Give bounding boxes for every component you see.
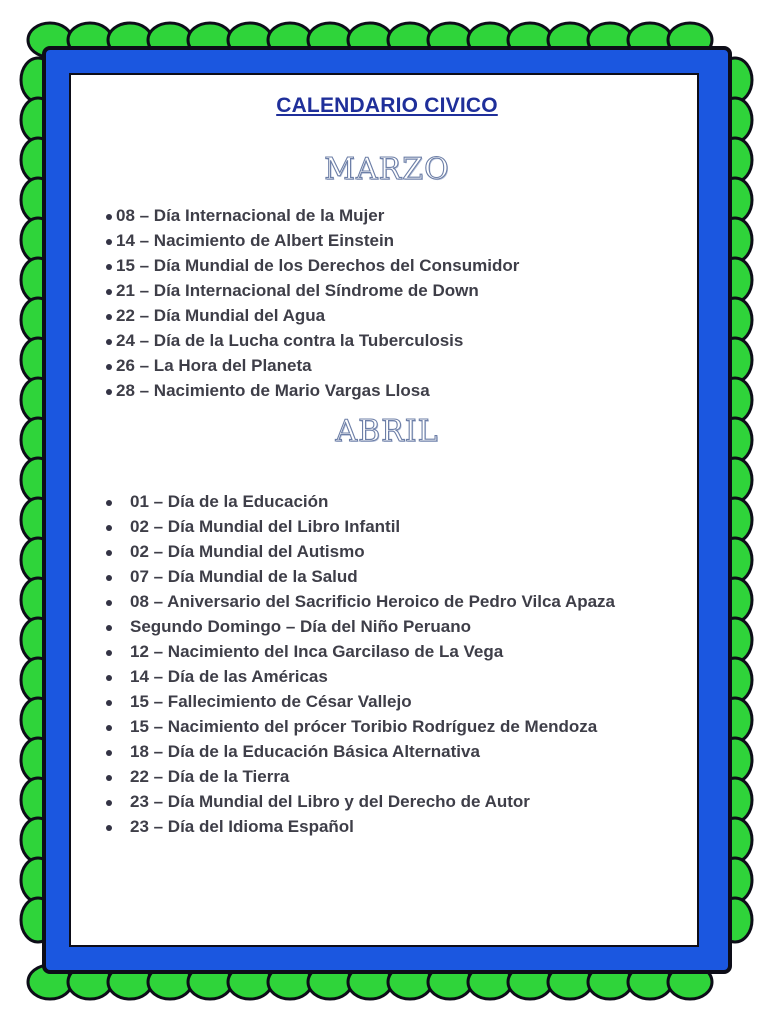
list-item-text: 22 – Día Mundial del Agua (116, 306, 326, 325)
list-item-text: 28 – Nacimiento de Mario Vargas Llosa (116, 381, 430, 400)
bullet-icon (106, 264, 112, 270)
bullet-icon (106, 650, 112, 656)
list-item (104, 589, 615, 614)
list-item (104, 639, 615, 664)
list-item-text: 24 – Día de la Lucha contra la Tuberculosis (116, 331, 464, 350)
calendar-document (78, 80, 696, 940)
month-heading-abril: ABRIL (335, 414, 439, 449)
list-item-text: 23 – Día Mundial del Libro y del Derecho de Autor (130, 792, 530, 811)
list-item-text: 07 – Día Mundial de la Salud (130, 567, 358, 586)
list-item (104, 789, 615, 814)
list-item (104, 278, 519, 303)
bullet-icon (106, 800, 112, 806)
bullet-icon (106, 364, 112, 370)
list-item (104, 203, 519, 228)
list-item-text: 21 – Día Internacional del Síndrome de Down (116, 281, 479, 300)
list-item (104, 253, 519, 278)
list-item-text: 26 – La Hora del Planeta (116, 356, 312, 375)
list-item-text: 01 – Día de la Educación (130, 492, 329, 511)
bullet-icon (106, 575, 112, 581)
list-item-text: 14 – Nacimiento de Albert Einstein (116, 231, 395, 250)
list-item (104, 353, 519, 378)
bullet-icon (106, 214, 112, 220)
list-item-text: 15 – Día Mundial de los Derechos del Consumidor (116, 256, 520, 275)
list-item-text: 15 – Nacimiento del prócer Toribio Rodríguez de Mendoza (130, 717, 598, 736)
list-item (104, 539, 615, 564)
list-item (104, 739, 615, 764)
list-item-text: 23 – Día del Idioma Español (130, 817, 354, 836)
bullet-icon (106, 525, 112, 531)
list-item (104, 689, 615, 714)
list-item (104, 328, 519, 353)
list-item (104, 514, 615, 539)
bullet-icon (106, 775, 112, 781)
list-item-text: 08 – Día Internacional de la Mujer (116, 206, 385, 225)
bullet-icon (106, 625, 112, 631)
bullet-icon (106, 550, 112, 556)
bullet-icon (106, 500, 112, 506)
list-item (104, 303, 519, 328)
bullet-icon (106, 289, 112, 295)
bullet-icon (106, 700, 112, 706)
list-item (104, 378, 519, 403)
list-item-text: 18 – Día de la Educación Básica Alternativa (130, 742, 480, 761)
list-item-text: 02 – Día Mundial del Libro Infantil (130, 517, 401, 536)
list-item-text: Segundo Domingo – Día del Niño Peruano (130, 617, 471, 636)
list-item (104, 228, 519, 253)
list-item (104, 614, 615, 639)
page-title: CALENDARIO CIVICO (276, 94, 498, 117)
month-heading-marzo: MARZO (324, 152, 450, 187)
bullet-icon (106, 314, 112, 320)
list-item-text: 02 – Día Mundial del Autismo (130, 542, 365, 561)
bullet-icon (106, 389, 112, 395)
list-item (104, 814, 615, 839)
list-item-text: 14 – Día de las Américas (130, 667, 328, 686)
bullet-icon (106, 675, 112, 681)
list-item (104, 564, 615, 589)
bullet-icon (106, 825, 112, 831)
marzo-list (104, 203, 519, 403)
list-item (104, 764, 615, 789)
bullet-icon (106, 339, 112, 345)
list-item-text: 08 – Aniversario del Sacrificio Heroico de Pedro Vilca Apaza (130, 592, 616, 611)
list-item (104, 664, 615, 689)
bullet-icon (106, 750, 112, 756)
bullet-icon (106, 725, 112, 731)
list-item (104, 714, 615, 739)
bullet-icon (106, 600, 112, 606)
list-item-text: 22 – Día de la Tierra (130, 767, 290, 786)
abril-list (104, 489, 615, 839)
bullet-icon (106, 239, 112, 245)
list-item (104, 489, 615, 514)
list-item-text: 15 – Fallecimiento de César Vallejo (130, 692, 412, 711)
list-item-text: 12 – Nacimiento del Inca Garcilaso de La Vega (130, 642, 504, 661)
